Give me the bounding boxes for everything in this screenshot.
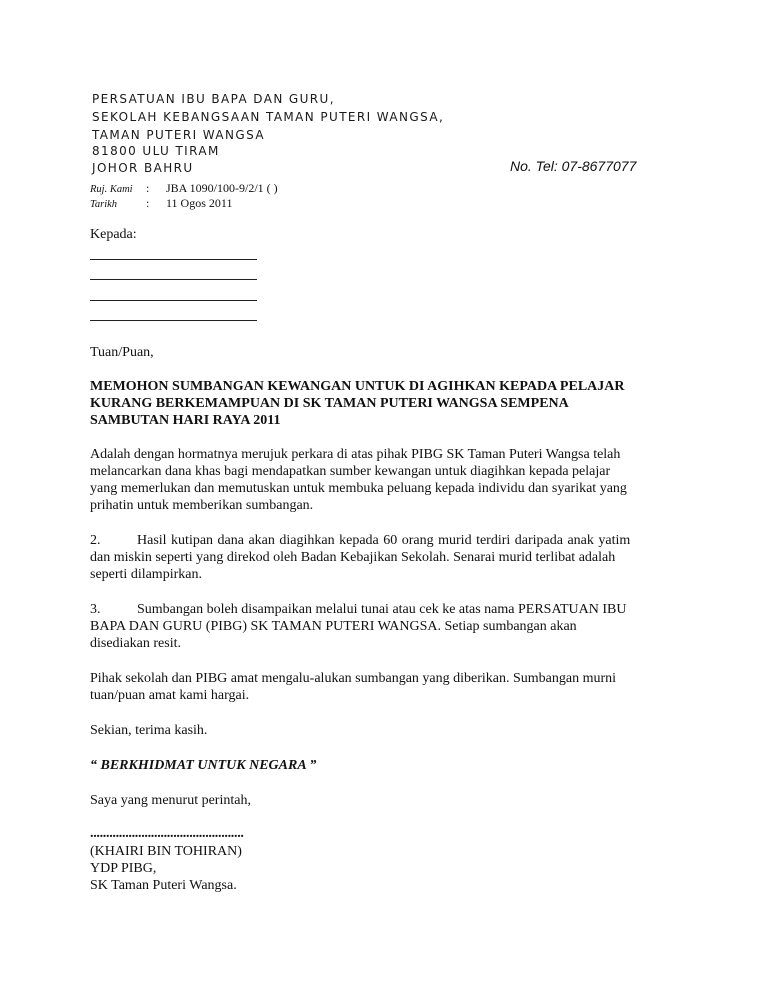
recipient-blank-line-2 [90,279,257,280]
salutation: Tuan/Puan, [90,345,154,360]
paragraph-3-line-1 [90,601,680,618]
letterhead-org-line-2: SEKOLAH KEBANGSAAN TAMAN PUTERI WANGSA, [92,109,445,125]
paragraph-4-line-2: tuan/puan amat kami hargai. [90,688,250,703]
closing-remark: Sekian, terima kasih. [90,723,208,738]
telephone-number: No. Tel: 07-8677077 [510,158,637,174]
date-label: Tarikh [90,199,118,210]
recipient-blank-line-1 [90,259,257,260]
reference-colon: : [146,181,150,195]
signature-intro: Saya yang menurut perintah, [90,793,251,808]
paragraph-1-line-1: Adalah dengan hormatnya merujuk perkara di atas pihak PIBG SK Taman Puteri Wangsa telah [90,447,621,462]
subject-line-2: KURANG BERKEMAMPUAN DI SK TAMAN PUTERI WANGSA SEMPENA [90,396,569,411]
signatory-title: YDP PIBG, [90,861,157,876]
signatory-school: SK Taman Puteri Wangsa. [90,878,237,893]
motto: “ BERKHIDMAT UNTUK NEGARA ” [90,758,317,773]
paragraph-2-line-2: dan miskin seperti yang direkod oleh Badan Kebajikan Sekolah. Senarai murid terlibat adalah [90,550,616,565]
paragraph-2-line-1 [90,532,680,549]
paragraph-2-line-3: seperti dilampirkan. [90,567,202,582]
recipient-blank-line-3 [90,300,257,301]
signatory-name: (KHAIRI BIN TOHIRAN) [90,844,242,859]
subject-line-3: SAMBUTAN HARI RAYA 2011 [90,413,281,428]
paragraph-1-line-4: prihatin untuk memberikan sumbangan. [90,498,314,513]
paragraph-1-line-2: melancarkan dana khas bagi mendapatkan sumber kewangan untuk diagihkan kepada pelajar [90,464,611,479]
paragraph-4-line-1: Pihak sekolah dan PIBG amat mengalu-alukan sumbangan yang diberikan. Sumbangan murni [90,671,617,686]
paragraph-3-text: Sumbangan boleh disampaikan melalui tunai atau cek ke atas nama PERSATUAN IBU [137,602,627,617]
paragraph-1-line-3: yang memerlukan dan memutuskan untuk membuka peluang kepada individu dan syarikat yang [90,481,627,496]
recipient-blank-line-4 [90,320,257,321]
date-row [90,195,232,213]
subject-line-1: MEMOHON SUMBANGAN KEWANGAN UNTUK DI AGIHKAN KEPADA PELAJAR [90,379,625,394]
letterhead-org-line-3: TAMAN PUTERI WANGSA [92,127,265,143]
paragraph-3-line-2: BAPA DAN GURU (PIBG) SK TAMAN PUTERI WANGSA. Setiap sumbangan akan [90,619,577,634]
signature-dotted-line: ................................................ [90,826,244,841]
letterhead-org-line-4: 81800 ULU TIRAM [92,143,220,159]
letterhead-org-line-1: PERSATUAN IBU BAPA DAN GURU, [92,91,335,107]
paragraph-2-text: Hasil kutipan dana akan diagihkan kepada 60 orang murid terdiri daripada anak yatim [137,533,631,548]
reference-value: JBA 1090/100-9/2/1 ( ) [166,181,278,195]
letterhead-org-line-5: JOHOR BAHRU [92,160,194,176]
date-colon: : [146,196,150,210]
paragraph-3-number: 3. [90,602,101,617]
paragraph-3-line-3: disediakan resit. [90,636,181,651]
recipient-label: Kepada: [90,227,137,242]
reference-label: Ruj. Kami [90,184,133,195]
paragraph-2-number: 2. [90,533,101,548]
date-value: 11 Ogos 2011 [166,196,233,210]
